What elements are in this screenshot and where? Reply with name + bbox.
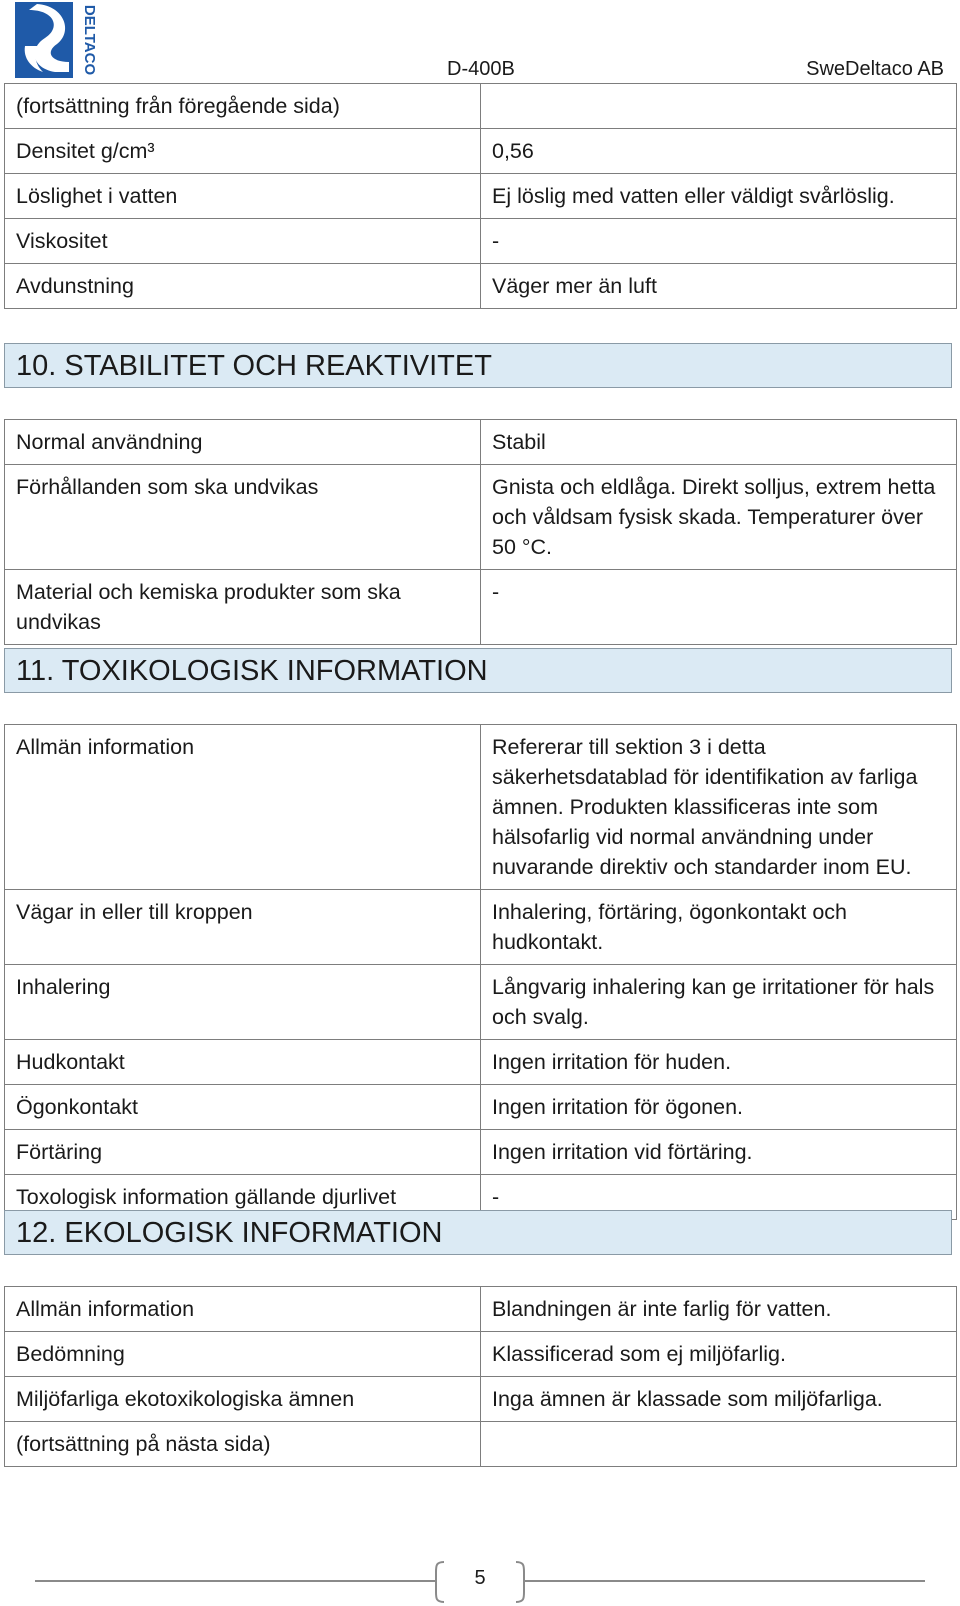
- table-row: [5, 1085, 957, 1130]
- row-key: Allmän information: [5, 1287, 481, 1332]
- section-heading: 12. EKOLOGISK INFORMATION: [4, 1210, 952, 1255]
- row-key: (fortsättning från föregående sida): [5, 84, 481, 129]
- row-value: Klassificerad som ej miljöfarlig.: [481, 1332, 957, 1377]
- row-key: Avdunstning: [5, 264, 481, 309]
- table-row: [5, 1422, 957, 1467]
- row-key: Bedömning: [5, 1332, 481, 1377]
- row-value: Ingen irritation för huden.: [481, 1040, 957, 1085]
- row-key: Allmän information: [5, 725, 481, 890]
- table-row: [5, 420, 957, 465]
- table-row: [5, 1040, 957, 1085]
- row-key: Material och kemiska produkter som ska undvikas: [5, 570, 481, 645]
- row-key: Normal användning: [5, 420, 481, 465]
- table-row: [5, 174, 957, 219]
- table-row: [5, 1377, 957, 1422]
- row-value: Ingen irritation för ögonen.: [481, 1085, 957, 1130]
- logo-text: DELTACO: [81, 4, 98, 76]
- table-row: [5, 890, 957, 965]
- table-row: [5, 965, 957, 1040]
- row-value: 0,56: [481, 129, 957, 174]
- section-heading: 11. TOXIKOLOGISK INFORMATION: [4, 648, 952, 693]
- row-value: Väger mer än luft: [481, 264, 957, 309]
- row-key: Vägar in eller till kroppen: [5, 890, 481, 965]
- table-row: [5, 1130, 957, 1175]
- row-value: -: [481, 219, 957, 264]
- table-row: [5, 129, 957, 174]
- table-row: [5, 570, 957, 645]
- row-value: Blandningen är inte farlig för vatten.: [481, 1287, 957, 1332]
- stability-table: [4, 419, 957, 645]
- row-value: Ej löslig med vatten eller väldigt svårlöslig.: [481, 174, 957, 219]
- row-key: Förtäring: [5, 1130, 481, 1175]
- table-row: [5, 264, 957, 309]
- table-row: [5, 84, 957, 129]
- row-key: Förhållanden som ska undvikas: [5, 465, 481, 570]
- toxicology-table: [4, 724, 957, 1220]
- row-value: Refererar till sektion 3 i detta säkerhetsdatablad för identifikation av farliga ämnen. Produkten klassificeras inte som hälsofarlig vid normal användning under nuvarande direktiv och standarder inom EU.: [481, 725, 957, 890]
- table-row: [5, 465, 957, 570]
- row-value: Gnista och eldlåga. Direkt solljus, extrem hetta och våldsam fysisk skada. Temperaturer över 50 °C.: [481, 465, 957, 570]
- row-value: Inhalering, förtäring, ögonkontakt och hudkontakt.: [481, 890, 957, 965]
- row-key: Inhalering: [5, 965, 481, 1040]
- table-row: [5, 725, 957, 890]
- row-key: Miljöfarliga ekotoxikologiska ämnen: [5, 1377, 481, 1422]
- properties-table: [4, 83, 957, 309]
- row-key: Densitet g/cm³: [5, 129, 481, 174]
- ecology-table: [4, 1286, 957, 1467]
- row-value: -: [481, 570, 957, 645]
- row-key: Ögonkontakt: [5, 1085, 481, 1130]
- table-row: [5, 219, 957, 264]
- table-row: [5, 1287, 957, 1332]
- row-value: Stabil: [481, 420, 957, 465]
- row-key: Löslighet i vatten: [5, 174, 481, 219]
- row-key: (fortsättning på nästa sida): [5, 1422, 481, 1467]
- row-value: Långvarig inhalering kan ge irritationer för hals och svalg.: [481, 965, 957, 1040]
- row-key: Toxologisk information gällande djurlivet: [5, 1175, 481, 1220]
- row-key: Hudkontakt: [5, 1040, 481, 1085]
- row-value: Inga ämnen är klassade som miljöfarliga.: [481, 1377, 957, 1422]
- row-value: [481, 1422, 957, 1467]
- deltaco-logo: [15, 2, 98, 78]
- page-number: 5: [474, 1567, 486, 1589]
- company-name: SweDeltaco AB: [806, 58, 944, 80]
- table-row: [5, 1332, 957, 1377]
- row-value: [481, 84, 957, 129]
- section-heading: 10. STABILITET OCH REAKTIVITET: [4, 343, 952, 388]
- document-id: D-400B: [447, 58, 515, 80]
- row-value: Ingen irritation vid förtäring.: [481, 1130, 957, 1175]
- row-value: -: [481, 1175, 957, 1220]
- row-key: Viskositet: [5, 219, 481, 264]
